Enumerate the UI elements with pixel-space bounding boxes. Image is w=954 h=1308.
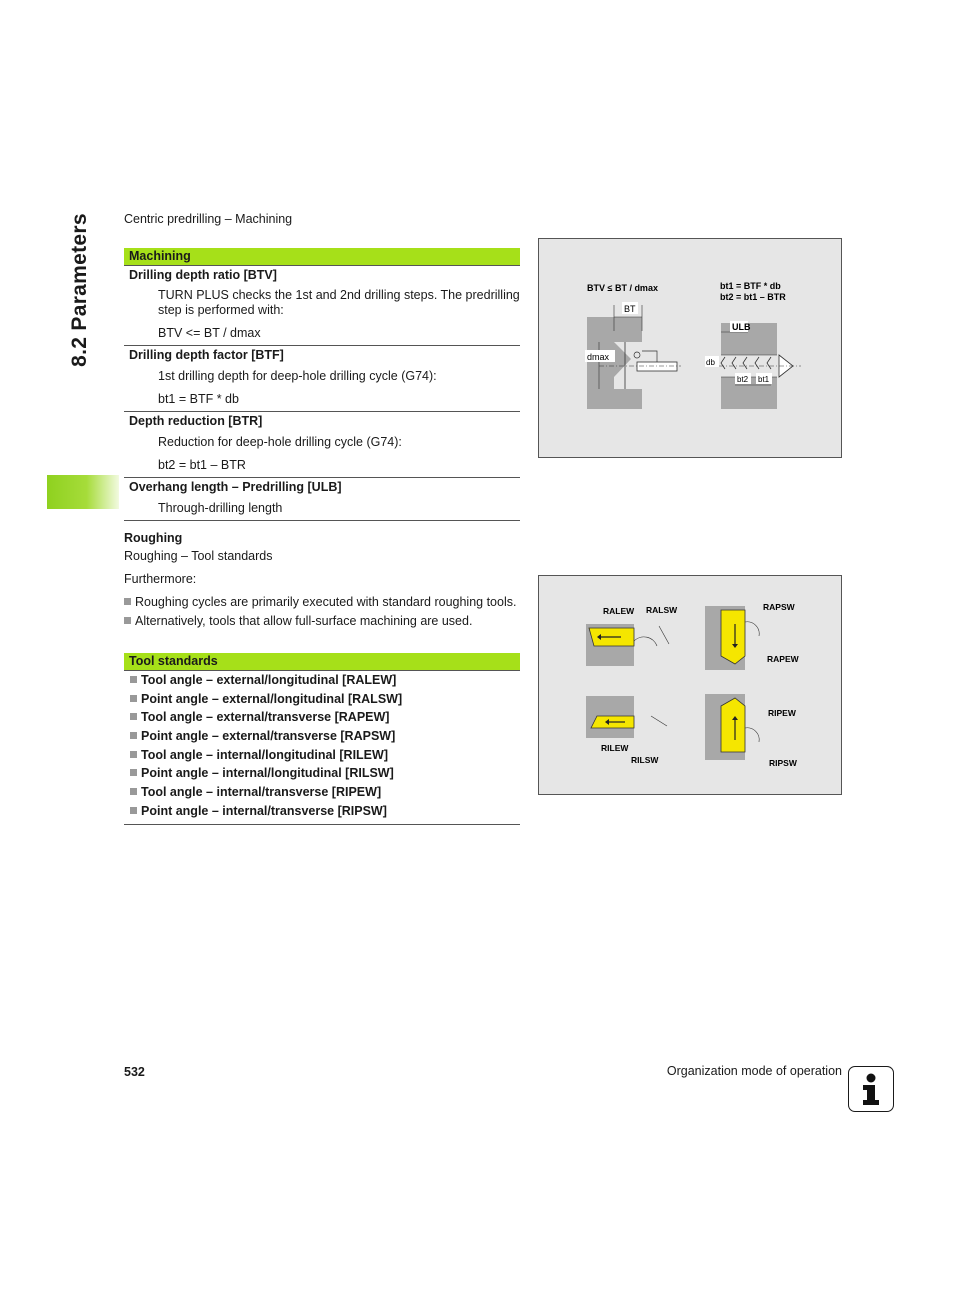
param-btf-name: Drilling depth factor [BTF]	[129, 348, 284, 362]
roughing-bullet: Roughing cycles are primarily executed with standard roughing tools.	[124, 595, 520, 609]
tool-standard-item: Point angle – internal/transverse [RIPSW]	[124, 802, 520, 821]
predrilling-figure	[538, 238, 842, 458]
predrilling-diagram	[539, 239, 841, 457]
footer-section: Organization mode of operation	[666, 1064, 842, 1078]
label-rilew: RILEW	[601, 743, 629, 753]
tool-standards-table	[124, 653, 520, 825]
insert-int-trans	[721, 698, 745, 752]
label-bt: BT	[624, 304, 636, 314]
insert-ext-trans	[721, 610, 745, 664]
bullet-square-icon	[130, 713, 137, 720]
bullet-square-icon	[130, 788, 137, 795]
bullet-square-icon	[130, 695, 137, 702]
tool-standard-item: Point angle – external/longitudinal [RALSW]	[124, 690, 520, 709]
chapter-side-title	[58, 200, 102, 380]
label-ripew: RIPEW	[768, 708, 796, 718]
tool-standards-header: Tool standards	[124, 653, 520, 671]
formula-bt1: bt1 = BTF * db	[720, 281, 781, 291]
angle-line-rilew	[651, 716, 667, 726]
param-btv-desc: TURN PLUS checks the 1st and 2nd drilling steps. The predrilling step is performed with:	[158, 288, 520, 317]
bullet-square-icon	[130, 732, 137, 739]
info-icon	[848, 1066, 894, 1112]
angle-arc-ripsw	[745, 728, 759, 742]
formula-bt2: bt2 = bt1 – BTR	[720, 292, 786, 302]
param-ulb-desc: Through-drilling length	[124, 497, 520, 521]
bullet-square-icon	[130, 676, 137, 683]
label-bt1: bt1	[758, 375, 770, 384]
tool-standard-item: Tool angle – external/longitudinal [RALEW]	[124, 671, 520, 690]
roughing-line2: Furthermore:	[124, 572, 197, 586]
info-i-glyph	[849, 1067, 893, 1111]
bullet-square-icon	[124, 617, 131, 624]
label-rilsw: RILSW	[631, 755, 659, 765]
param-btr-formula: bt2 = bt1 – BTR	[124, 450, 520, 478]
machining-table-header: Machining	[124, 248, 520, 266]
label-ralsw: RALSW	[646, 605, 678, 615]
label-rapsw: RAPSW	[763, 602, 795, 612]
roughing-heading: Roughing	[124, 531, 183, 545]
tool-standard-item: Tool angle – internal/transverse [RIPEW]	[124, 783, 520, 802]
label-bt2: bt2	[737, 375, 749, 384]
bullet-square-icon	[130, 769, 137, 776]
label-rapew: RAPEW	[767, 654, 799, 664]
tool-standards-figure	[538, 575, 842, 795]
chapter-tab-marker	[47, 475, 119, 509]
param-btf-formula: bt1 = BTF * db	[124, 384, 520, 412]
angle-arc-ralew	[634, 637, 657, 646]
roughing-bullet-list	[124, 595, 520, 628]
tool-standard-item: Tool angle – external/transverse [RAPEW]	[124, 708, 520, 727]
param-btr-desc: Reduction for deep-hole drilling cycle (G74):	[158, 435, 402, 449]
machining-table	[124, 248, 520, 521]
tool-standard-item: Point angle – external/transverse [RAPSW]	[124, 727, 520, 746]
param-btr-name: Depth reduction [BTR]	[129, 414, 263, 428]
drill-shank	[642, 351, 657, 362]
angle-line-ralsw	[659, 626, 669, 644]
angle-arc-rapsw	[745, 622, 759, 636]
param-btv-name: Drilling depth ratio [BTV]	[129, 268, 277, 282]
formula-btv: BTV ≤ BT / dmax	[587, 283, 658, 293]
drill-tool-left	[637, 362, 677, 371]
tool-standard-item: Point angle – internal/longitudinal [RILSW]	[124, 764, 520, 783]
page-number: 532	[124, 1065, 145, 1079]
roughing-bullet: Alternatively, tools that allow full-surface machining are used.	[124, 614, 520, 628]
chapter-title-text: 8.2 Parameters	[68, 213, 92, 367]
bullet-square-icon	[130, 751, 137, 758]
tool-standard-item: Tool angle – internal/longitudinal [RILEW]	[124, 746, 520, 765]
label-db: db	[706, 358, 715, 367]
param-btv-formula: BTV <= BT / dmax	[124, 318, 520, 346]
param-btf-desc: 1st drilling depth for deep-hole drilling cycle (G74):	[158, 369, 437, 383]
bullet-square-icon	[124, 598, 131, 605]
label-ripsw: RIPSW	[769, 758, 797, 768]
label-ralew: RALEW	[603, 606, 635, 616]
bullet-square-icon	[130, 807, 137, 814]
label-ulb: ULB	[732, 322, 751, 332]
tool-standards-diagram	[539, 576, 841, 794]
param-ulb-name: Overhang length – Predrilling [ULB]	[129, 480, 342, 494]
intro-text: Centric predrilling – Machining	[124, 212, 293, 226]
label-dmax: dmax	[587, 352, 610, 362]
roughing-line1: Roughing – Tool standards	[124, 549, 273, 563]
